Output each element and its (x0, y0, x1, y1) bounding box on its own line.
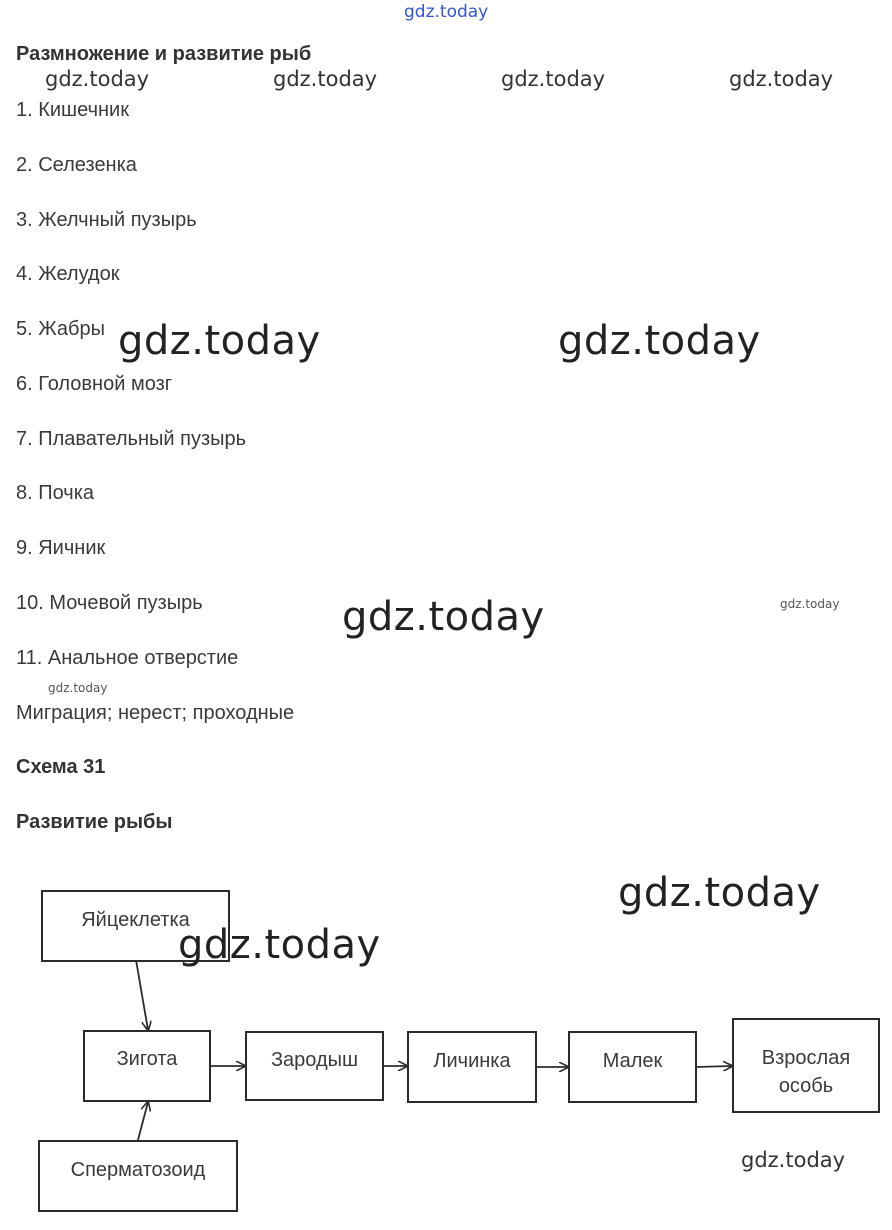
watermark-large: gdz.today (118, 318, 321, 364)
box-fry (568, 1031, 697, 1103)
watermark: gdz.today (45, 67, 150, 91)
watermark-top: gdz.today (404, 2, 489, 22)
arrow-egg-to-zygote (136, 960, 148, 1030)
watermark-large: gdz.today (618, 870, 821, 916)
watermark: gdz.today (501, 67, 606, 91)
box-larva-label: Личинка (433, 1050, 511, 1072)
box-adult-label-line2: особь (778, 1074, 834, 1097)
organ-item: 8. Почка (16, 482, 95, 504)
watermark-tiny: gdz.today (780, 597, 840, 611)
watermark-tiny: gdz.today (48, 681, 108, 695)
watermark: gdz.today (729, 67, 834, 91)
box-adult-label-line1: Взрослая (761, 1046, 851, 1069)
watermark-large: gdz.today (178, 922, 381, 968)
watermark: gdz.today (741, 1148, 846, 1172)
watermark-large: gdz.today (558, 318, 761, 364)
watermark-large: gdz.today (342, 594, 545, 640)
organ-item: 6. Головной мозг (16, 373, 173, 395)
box-sperm (38, 1140, 238, 1212)
organ-item: 11. Анальное отверстие (16, 647, 239, 669)
organ-item: 2. Селезенка (16, 154, 137, 176)
box-embryo (245, 1031, 384, 1101)
organ-item: 10. Мочевой пузырь (16, 592, 203, 614)
arrow-fry-to-adult (696, 1066, 732, 1067)
box-larva (407, 1031, 537, 1103)
organ-item: 5. Жабры (16, 318, 106, 340)
scheme-subtitle: Развитие рыбы (16, 811, 173, 833)
box-embryo-label: Зародыш (270, 1049, 359, 1071)
box-egg-label: Яйцеклетка (81, 909, 190, 931)
box-adult (732, 1018, 880, 1113)
organ-item: 7. Плавательный пузырь (16, 428, 247, 450)
box-sperm-label: Сперматозоид (70, 1159, 206, 1181)
organ-item: 4. Желудок (16, 263, 120, 285)
section-title: Размножение и развитие рыб (16, 43, 312, 65)
box-zygote-label: Зигота (116, 1048, 178, 1070)
watermark: gdz.today (273, 67, 378, 91)
arrow-sperm-to-zygote (138, 1102, 148, 1140)
organ-item: 9. Яичник (16, 537, 106, 559)
organ-item: 1. Кишечник (16, 99, 129, 121)
box-fry-label: Малек (602, 1050, 663, 1072)
organ-item: 3. Желчный пузырь (16, 209, 197, 231)
answer-line: Миграция; нерест; проходные (16, 702, 295, 724)
scheme-title: Схема 31 (16, 756, 106, 778)
box-zygote (83, 1030, 211, 1102)
